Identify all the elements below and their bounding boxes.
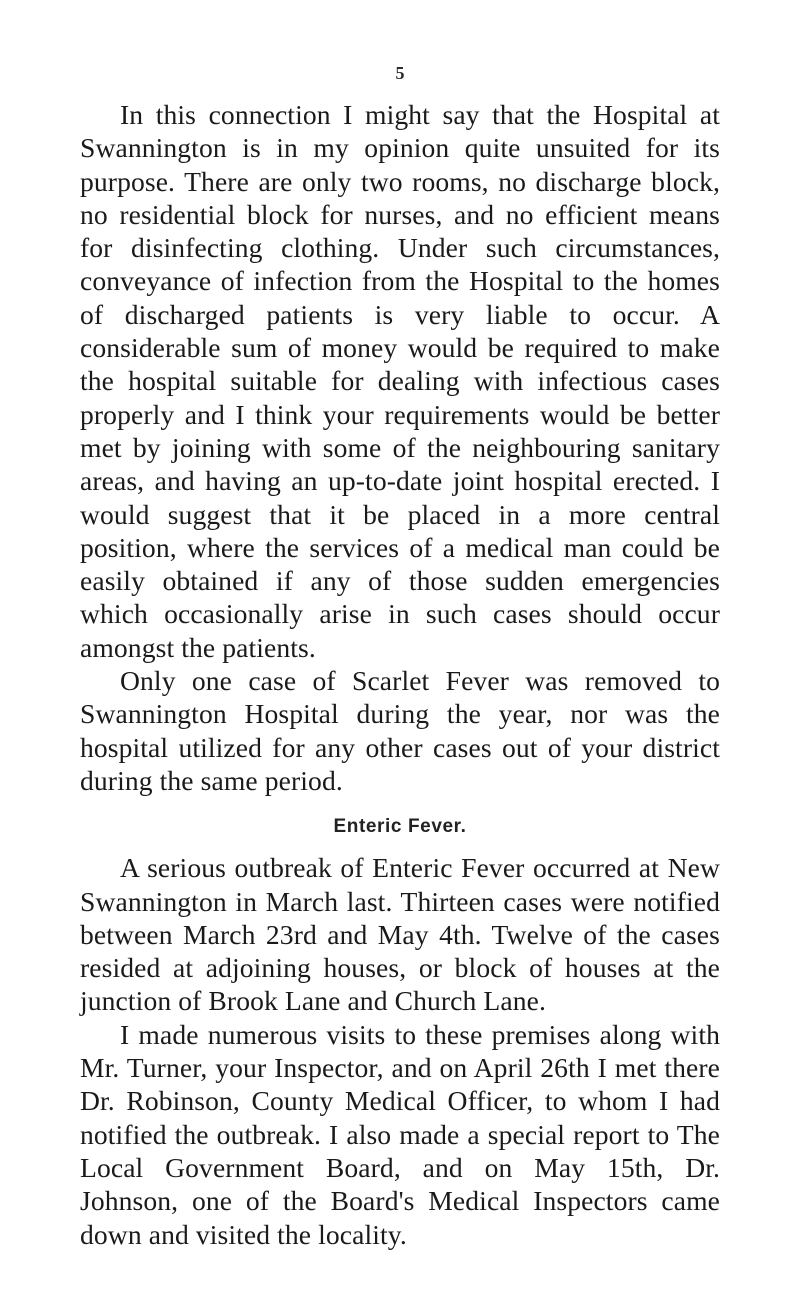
paragraph-inspection-visits: I made numerous visits to these premises along with Mr. Turner, your Inspector, and on April 26th I met there Dr. Robinson, County Medical Officer, to whom I had notified the outbreak. I also made a special report to The Local Government Board, and on May 15th, Dr. Johnson, one of the Board's Medical Inspectors came down and visited the locality. bbox=[80, 1018, 720, 1250]
paragraph-enteric-outbreak: A serious outbreak of Enteric Fever occurred at New Swannington in March last. Thirteen cases were notified between March 23rd and May 4th. Twelve of the cases resided at adjoining houses, or block of houses at the junction of Brook Lane and Church Lane. bbox=[80, 852, 720, 1017]
section-heading-enteric-fever: Enteric Fever. bbox=[333, 816, 467, 838]
page-number: 5 bbox=[395, 63, 405, 83]
document-page bbox=[80, 62, 720, 1251]
paragraph-hospital-unsuited: In this connection I might say that the Hospital at Swannington is in my opinion quite unsuited for its purpose. There are only two rooms, no discharge block, no residential block for nurses, and no efficient means for disinfecting clothing. Under such circumstances, conveyance of infection from the Hospital to the homes of discharged patients is very liable to occur. A considerable sum of money would be required to make the hospital suitable for dealing with infectious cases properly and I think your requirements would be better met by joining with some of the neighbouring sanitary areas, and having an up-to-date joint hospital erected. I would suggest that it be placed in a more central position, where the services of a medical man could be easily obtained if any of those sudden emergencies which occasionally arise in such cases should occur amongst the patients. bbox=[80, 99, 720, 663]
paragraph-scarlet-fever: Only one case of Scarlet Fever was removed to Swannington Hospital during the year, nor was the hospital utilized for any other cases out of your district during the same period. bbox=[80, 665, 720, 796]
